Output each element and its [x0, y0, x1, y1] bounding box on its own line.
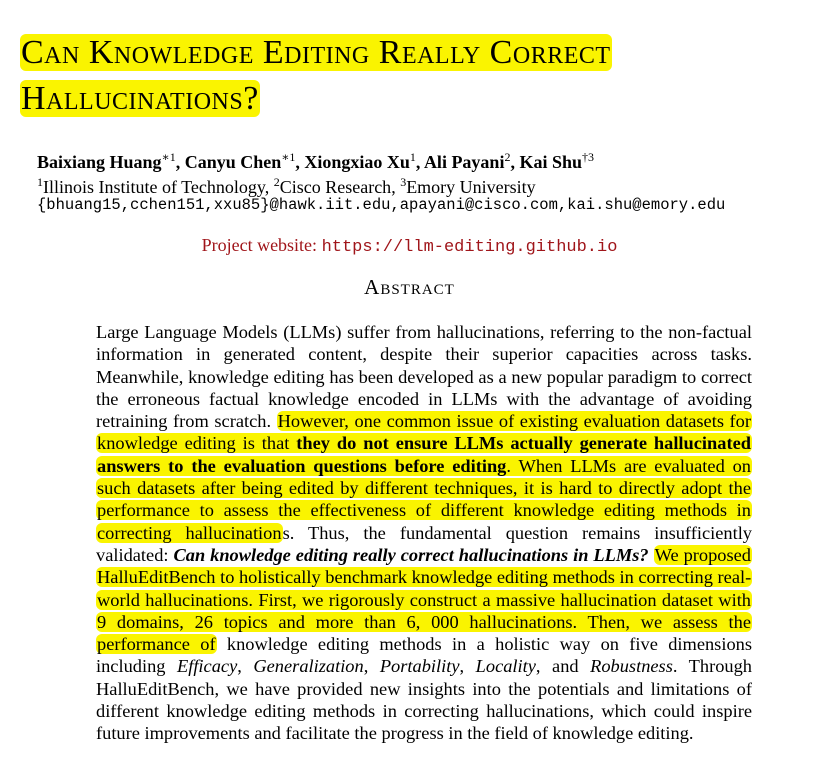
- project-url-link[interactable]: https://llm-editing.github.io: [321, 238, 618, 257]
- separator: ,: [363, 656, 380, 677]
- dimension-term: Locality: [475, 656, 536, 677]
- author-name: Canyu Chen: [184, 152, 282, 172]
- affiliation-name: Emory University: [406, 177, 536, 197]
- abstract-text: s. Thus, the fundamental question remains insufficiently validated:: [96, 522, 752, 565]
- author-mark: 1: [409, 150, 416, 164]
- author-name: Ali Payani: [423, 152, 505, 172]
- project-website: [0, 233, 819, 260]
- research-question: Can knowledge editing really correct hallucinations in LLMs?: [173, 544, 649, 565]
- highlighted-text: We proposed HalluEditBench to holistically benchmark knowledge editing methods in correcting real-world hallucinations. First, we rigorously construct a massive hallucination dataset with 9 domains, 26 topics and more than 6, 000 hallucinations. Then, we assess the performance of: [97, 544, 752, 655]
- author-mark: ∗1: [281, 150, 296, 164]
- dimension-term: Efficacy: [176, 656, 238, 677]
- dimension-term: Portability: [379, 656, 460, 677]
- abstract-text: knowledge editing methods in a holistic way on five dimensions including: [96, 634, 752, 677]
- author-mark: †3: [582, 150, 594, 164]
- author-mark: 2: [504, 150, 511, 164]
- abstract-text: . Through HalluEditBench, we have provided new insights into the potentials and limitations of different knowledge editing methods in correcting hallucinations, which could inspire future improvements and facilitate the progress in the field of knowledge editing.: [96, 656, 752, 744]
- author-list: Baixiang Huang$^{∗1}$, Canyu Chen$^{∗1}$, Xiongxiao Xu$^1$, Ali Payani$^2$, Kai Shu$^{\dagger 3}$: [37, 150, 594, 172]
- affiliation-name: Illinois Institute of Technology: [43, 177, 265, 197]
- author-emails: {bhuang15,cchen151,xxu85}@hawk.iit.edu,apayani@cisco.com,kai.shu@emory.edu: [37, 196, 726, 214]
- project-label: Project website:: [201, 235, 322, 255]
- abstract-text: . When LLMs are evaluated on such datasets after being edited by different techniques, it is hard to directly adopt the performance to assess the effectiveness of different knowledge editing methods in correcting hallucination: [97, 455, 751, 543]
- affiliation-mark: 3: [400, 175, 407, 189]
- abstract-heading: Abstract: [364, 275, 455, 299]
- abstract-text: However, one common issue of existing evaluation datasets for knowledge editing is that: [97, 411, 751, 454]
- affiliation-mark: 1: [37, 175, 43, 189]
- separator: ,: [459, 656, 476, 677]
- bold-claim: they do not ensure LLMs actually generate hallucinated answers to the evaluation questions before editing: [97, 433, 751, 476]
- dimension-term: Generalization: [253, 656, 364, 677]
- author-name: Baixiang Huang: [37, 152, 162, 172]
- affiliations: $^1$Illinois Institute of Technology, $^2$Cisco Research, $^3$Emory University: [37, 175, 536, 197]
- paper-title: [20, 30, 780, 122]
- affiliation-mark: 2: [273, 175, 280, 189]
- separator: , and: [535, 656, 591, 677]
- title-line-2: Hallucinations?: [21, 80, 259, 117]
- abstract-text: Large Language Models (LLMs) suffer from hallucinations, referring to the non-factual information in generated content, despite their superior capacities across tasks. Meanwhile, knowledge editing has been developed as a new popular paradigm to correct the erroneous factual knowledge encoded in LLMs with the advantage of avoiding retraining from scratch.: [96, 322, 752, 432]
- dimension-term: Robustness: [590, 656, 673, 677]
- title-line-1: Can Knowledge Editing Really Correct: [21, 34, 611, 71]
- author-name: Xiongxiao Xu: [304, 152, 410, 172]
- affiliation-name: Cisco Research: [279, 177, 392, 197]
- author-name: Kai Shu: [519, 152, 582, 172]
- separator: ,: [237, 656, 254, 677]
- author-mark: ∗1: [161, 150, 176, 164]
- abstract-body: [96, 321, 752, 745]
